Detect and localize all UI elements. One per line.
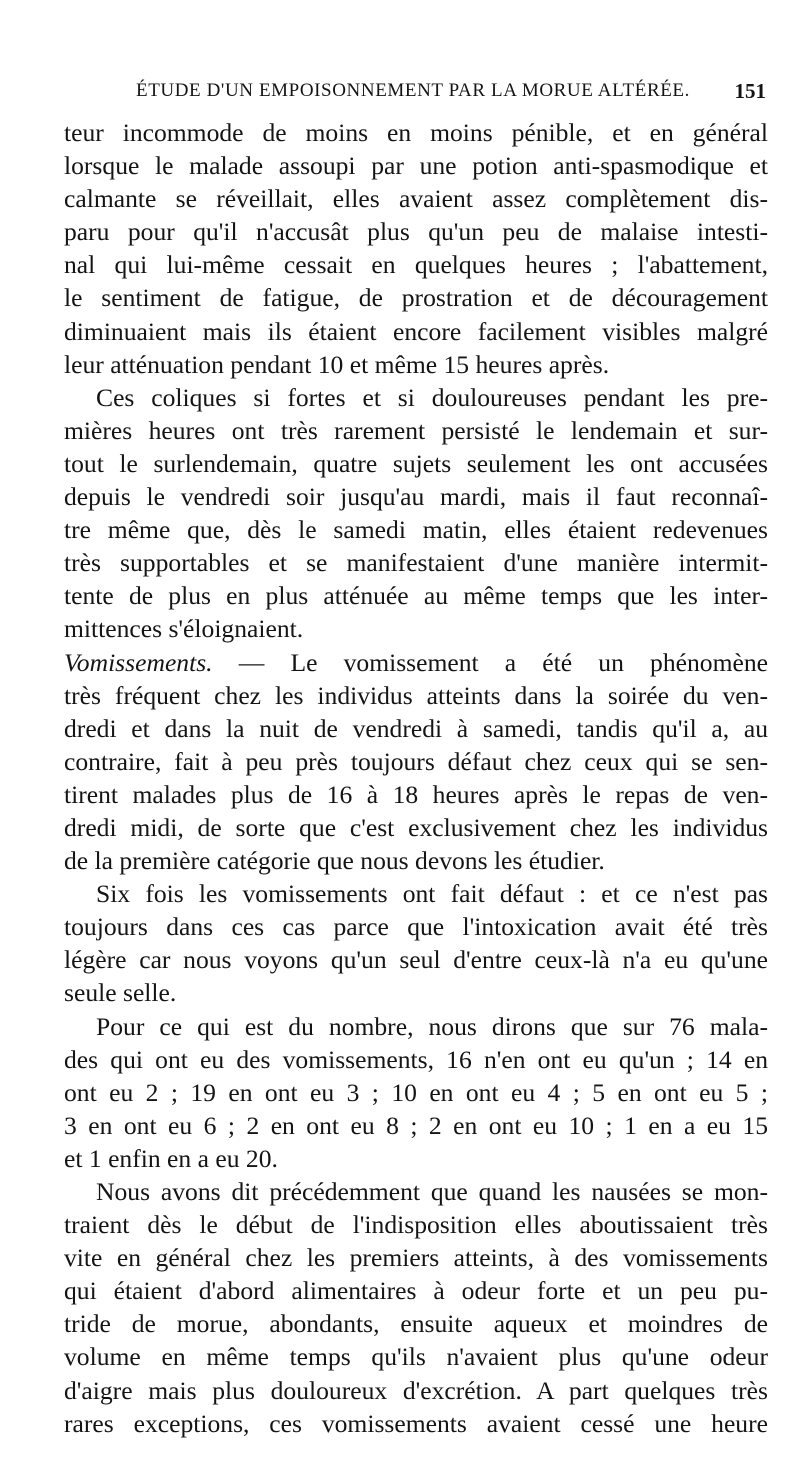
text-line (64, 248, 768, 281)
text-line (64, 1109, 768, 1142)
text-line (64, 1274, 768, 1307)
text-line (64, 348, 768, 381)
body-text (64, 116, 768, 1440)
line-text: tout le surlendemain, quatre sujets seulement les ont accusées (64, 448, 768, 478)
line-text: tride de morue, abondants, ensuite aqueux et moindres de (64, 1309, 768, 1339)
line-text: Ces coliques si fortes et si douloureuses pendant les pre- (96, 382, 768, 412)
text-line (64, 646, 768, 679)
text-line (64, 546, 768, 579)
line-text: des qui ont eu des vomissements, 16 n'en ont eu qu'un ; 14 en (64, 1044, 768, 1074)
line-text: et 1 enfin en a eu 20. (64, 1143, 278, 1173)
text-line (64, 281, 768, 314)
line-text: mittences s'éloignaient. (64, 614, 304, 644)
text-line (64, 1407, 768, 1440)
line-text: très supportables et se manifestaient d'une manière intermit- (64, 548, 768, 578)
text-line (64, 215, 768, 248)
line-text: de la première catégorie que nous devons les étudier. (64, 846, 605, 876)
text-line (64, 116, 768, 149)
text-line (64, 1175, 768, 1208)
line-text: calmante se réveillait, elles avaient assez complètement dis- (64, 184, 768, 214)
line-text: très fréquent chez les individus atteints dans la soirée du ven- (64, 680, 768, 710)
text-line (64, 381, 768, 414)
line-text: nal qui lui-même cessait en quelques heures ; l'abattement, (64, 250, 768, 280)
text-line (64, 149, 768, 182)
text-line (64, 1142, 768, 1175)
running-title: ÉTUDE D'UN EMPOISONNEMENT PAR LA MORUE ALTÉRÉE. (136, 80, 690, 101)
line-text: volume en même temps qu'ils n'avaient plus qu'une odeur (64, 1342, 768, 1372)
line-text: paru pour qu'il n'accusât plus qu'un peu de malaise intesti- (64, 217, 768, 247)
line-text: Nous avons dit précédemment que quand les nausées se mon- (96, 1177, 768, 1206)
text-line (64, 612, 768, 645)
line-text: leur atténuation pendant 10 et même 15 heures après. (64, 349, 610, 379)
page-header (64, 80, 766, 106)
text-line (64, 745, 768, 778)
text-line (64, 1307, 768, 1340)
line-text: dredi midi, de sorte que c'est exclusivement chez les individus (64, 812, 768, 842)
text-line (64, 414, 768, 447)
line-text: contraire, fait à peu près toujours défaut chez ceux qui se sen- (64, 746, 768, 776)
line-text: depuis le vendredi soir jusqu'au mardi, mais il faut reconnaî- (64, 482, 768, 512)
text-line (64, 844, 768, 877)
text-line (64, 712, 768, 745)
line-text: Six fois les vomissements ont fait défaut : et ce n'est pas (96, 879, 768, 909)
text-line (64, 1043, 768, 1076)
text-line (64, 447, 768, 480)
text-line (64, 910, 768, 943)
text-line (64, 1241, 768, 1274)
text-line (64, 976, 768, 1009)
line-text: légère car nous voyons qu'un seul d'entre ceux-là n'a eu qu'une (64, 945, 768, 975)
text-line (64, 1010, 768, 1043)
line-text: — Le vomissement a été un phénomène (212, 647, 768, 677)
line-text: rares exceptions, ces vomissements avaient cessé une heure (64, 1408, 768, 1438)
text-line (64, 579, 768, 612)
text-line (64, 943, 768, 976)
text-line (64, 811, 768, 844)
line-text: teur incommode de moins en moins pénible, et en général (64, 118, 768, 147)
text-line (64, 513, 768, 546)
text-line (64, 679, 768, 712)
line-text: tente de plus en plus atténuée au même temps que les inter- (64, 581, 768, 611)
text-line (64, 315, 768, 348)
line-text: qui étaient d'abord alimentaires à odeur forte et un peu pu- (64, 1276, 768, 1306)
line-text: ont eu 2 ; 19 en ont eu 3 ; 10 en ont eu 4 ; 5 en ont eu 5 ; (64, 1077, 768, 1107)
line-text: tre même que, dès le samedi matin, elles étaient redevenues (64, 515, 768, 545)
text-line (64, 1340, 768, 1373)
line-text: dredi et dans la nuit de vendredi à samedi, tandis qu'il a, au (64, 713, 768, 743)
text-line (64, 1374, 768, 1407)
line-text: diminuaient mais ils étaient encore facilement visibles malgré (64, 316, 768, 346)
text-line (64, 480, 768, 513)
line-text: d'aigre mais plus douloureux d'excrétion. A part quelques très (64, 1375, 768, 1405)
line-text: le sentiment de fatigue, de prostration et de découragement (64, 283, 768, 313)
line-text: traient dès le début de l'indisposition elles aboutissaient très (64, 1210, 768, 1240)
line-text: 3 en ont eu 6 ; 2 en ont eu 8 ; 2 en ont eu 10 ; 1 en a eu 15 (64, 1110, 768, 1140)
line-text: tirent malades plus de 16 à 18 heures après le repas de ven- (64, 779, 768, 809)
text-line (64, 877, 768, 910)
line-text: seule selle. (64, 978, 177, 1008)
text-line (64, 182, 768, 215)
text-line (64, 778, 768, 811)
text-line (64, 1208, 768, 1241)
line-text: lorsque le malade assoupi par une potion anti-spasmodique et (64, 151, 768, 181)
line-text: mières heures ont très rarement persisté le lendemain et sur- (64, 415, 768, 445)
line-text: toujours dans ces cas parce que l'intoxication avait été très (64, 912, 768, 942)
line-text: Pour ce qui est du nombre, nous dirons que sur 76 mala- (96, 1011, 768, 1041)
text-line (64, 1076, 768, 1109)
page-number: 151 (734, 79, 766, 103)
section-heading: Vomissements. (64, 647, 213, 677)
line-text: vite en général chez les premiers atteints, à des vomissements (64, 1243, 768, 1273)
